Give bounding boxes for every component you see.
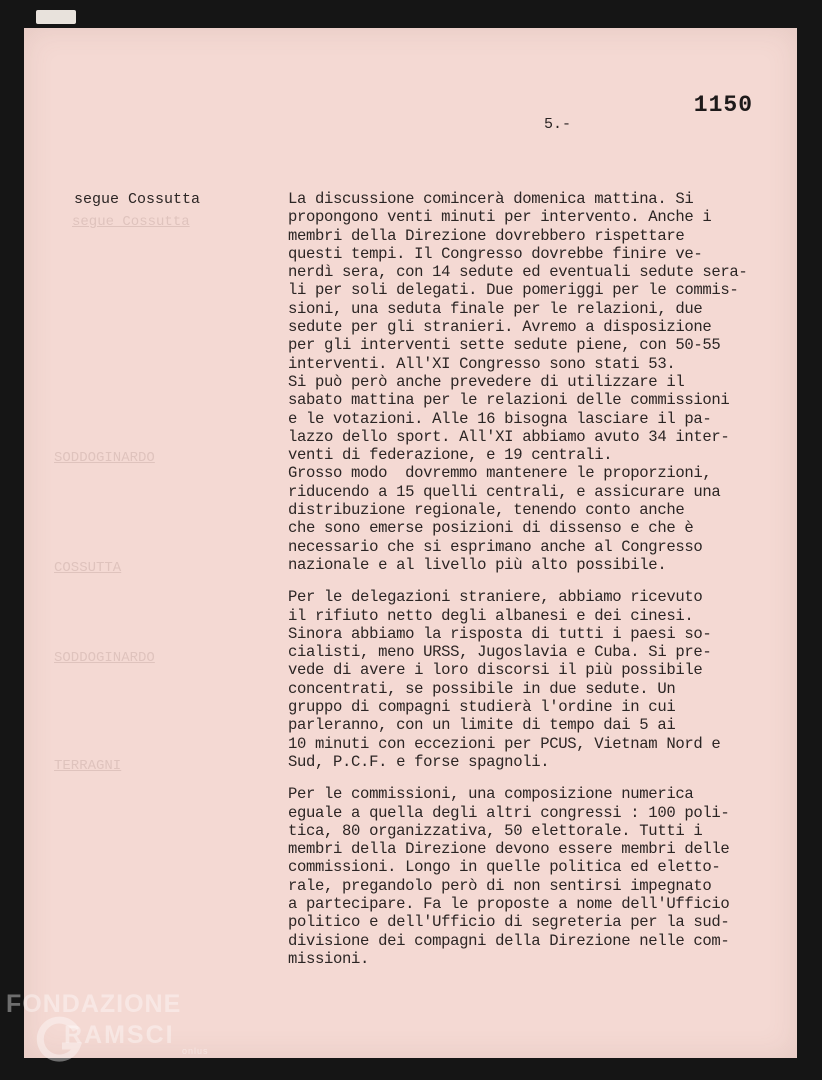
watermark-line2: RAMSCI: [64, 1021, 175, 1049]
text-line: Si può però anche prevedere di utilizzare il: [288, 372, 685, 391]
text-line: eguale a quella degli altri congressi : 100 poli-: [288, 803, 730, 822]
bleed-through-label: SODDOGINARDO: [54, 650, 155, 666]
text-line: sabato mattina per le relazioni delle commissioni: [288, 391, 730, 410]
bleed-through-label: TERRAGNI: [54, 758, 122, 774]
text-line: e le votazioni. Alle 16 bisogna lasciare il pa-: [288, 409, 712, 428]
gramsci-g-logo-icon: [36, 1016, 82, 1062]
text-line: questi tempi. Il Congresso dovrebbe finire ve-: [288, 244, 703, 263]
text-line: propongono venti minuti per intervento. Anche i: [288, 208, 712, 227]
watermark-subtitle: onlus: [182, 1046, 209, 1056]
text-line: a partecipare. Fa le proposte a nome dell'Ufficio: [288, 894, 730, 913]
text-line: rale, pregandolo però di non sentirsi impegnato: [288, 876, 712, 895]
text-line: nerdì sera, con 14 sedute ed eventuali sedute sera-: [288, 263, 748, 282]
text-line: sedute per gli stranieri. Avremo a disposizione: [288, 318, 712, 337]
text-line: li per soli delegati. Due pomeriggi per le commis-: [288, 281, 739, 300]
body-paragraph: [288, 190, 783, 574]
speaker-side-label: segue Cossutta: [74, 191, 201, 208]
text-line: Sinora abbiamo la risposta di tutti i paesi so-: [288, 624, 712, 643]
text-line: missioni.: [288, 949, 370, 968]
text-line: necessario che si esprimano anche al Congresso: [288, 537, 703, 556]
text-line: membri della Direzione devono essere membri delle: [288, 840, 730, 859]
text-line: cialisti, meno URSS, Jugoslavia e Cuba. Si pre-: [288, 643, 712, 662]
bleed-through-label: COSSUTTA: [54, 560, 122, 576]
text-line: membri della Direzione dovrebbero rispettare: [288, 226, 685, 245]
text-line: per gli interventi sette sedute piene, con 50-55: [288, 336, 721, 355]
text-line: parleranno, con un limite di tempo dai 5 ai: [288, 716, 676, 735]
text-line: concentrati, se possibile in due sedute. Un: [288, 679, 676, 698]
text-line: che sono emerse posizioni di dissenso e che è: [288, 519, 694, 538]
text-line: il rifiuto netto degli albanesi e dei cinesi.: [288, 606, 694, 625]
bleed-through-label: segue Cossutta: [72, 214, 190, 230]
text-line: Per le commissioni, una composizione numerica: [288, 785, 694, 804]
text-line: sioni, una seduta finale per le relazioni, due: [288, 299, 703, 318]
text-line: divisione dei compagni della Direzione nelle com-: [288, 931, 730, 950]
text-line: distribuzione regionale, tenendo conto anche: [288, 501, 685, 520]
scan-clip: [36, 10, 76, 24]
fondazione-gramsci-watermark: [6, 990, 209, 1056]
typed-body-text: [288, 190, 783, 982]
body-paragraph: [288, 785, 783, 968]
text-line: riducendo a 15 quelli centrali, e assicurare una: [288, 482, 721, 501]
text-line: nazionale e al livello più alto possibile.: [288, 555, 667, 574]
text-line: vede di avere i loro discorsi il più possibile: [288, 661, 703, 680]
text-line: Grosso modo dovremmo mantenere le proporzioni,: [288, 464, 712, 483]
text-line: politico e dell'Ufficio di segreteria per la sud-: [288, 913, 730, 932]
text-line: tica, 80 organizzativa, 50 elettorale. Tutti i: [288, 821, 703, 840]
watermark-line1: FONDAZIONE: [6, 990, 182, 1018]
text-line: gruppo di compagni studierà l'ordine in cui: [288, 698, 676, 717]
body-paragraph: [288, 588, 783, 771]
archive-stamp-number: 1150: [693, 92, 753, 118]
text-line: 10 minuti con eccezioni per PCUS, Vietnam Nord e: [288, 734, 721, 753]
bleed-through-label: SODDOGINARDO: [54, 450, 155, 466]
text-line: Sud, P.C.F. e forse spagnoli.: [288, 752, 550, 771]
text-line: La discussione comincerà domenica mattina. Si: [288, 190, 694, 208]
text-line: commissioni. Longo in quelle politica ed eletto-: [288, 858, 721, 877]
text-line: interventi. All'XI Congresso sono stati 53.: [288, 354, 676, 373]
page-number: 5.-: [544, 116, 572, 133]
document-page: [24, 28, 797, 1058]
text-line: venti di federazione, e 19 centrali.: [288, 446, 613, 465]
text-line: lazzo dello sport. All'XI abbiamo avuto 34 inter-: [288, 427, 730, 446]
text-line: Per le delegazioni straniere, abbiamo ricevuto: [288, 588, 703, 607]
